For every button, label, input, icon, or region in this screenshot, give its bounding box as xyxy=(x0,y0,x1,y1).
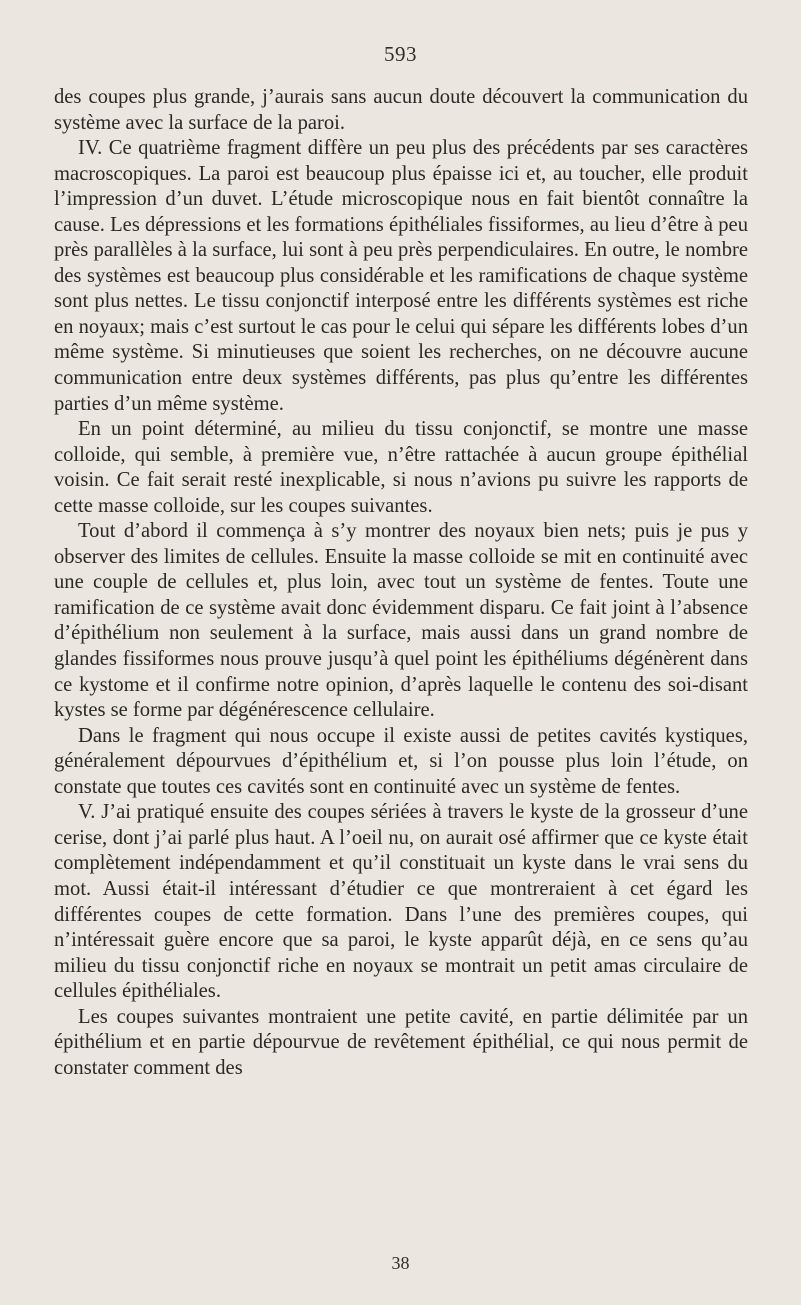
body-text xyxy=(54,85,748,1081)
paragraph-continuation: des coupes plus grande, j’aurais sans aucun doute découvert la communication du système avec la surface de la paroi. xyxy=(54,86,748,134)
paragraph-following-sections: Les coupes suivantes montraient une petite cavité, en partie délimitée par un épithélium et en partie dépourvue de revêtement épithélial, ce qui nous permit de constater comment des xyxy=(54,1005,748,1079)
paragraph-colloid-mass: En un point déterminé, au milieu du tissu conjonctif, se montre une masse colloide, qui semble, à première vue, n’être rattachée à aucun groupe épithélial voisin. Ce fait serait resté inexplicable, si nous n’avions pu suivre les rapports de cette masse colloide, sur les coupes suivantes. xyxy=(54,418,748,517)
signature-mark: 38 xyxy=(391,1253,410,1273)
paragraph-section-iv: IV. Ce quatrième fragment diffère un peu plus des précédents par ses caractères macroscopiques. La paroi est beaucoup plus épaisse ici et, au toucher, elle produit l’impression d’un duvet. L’étude microscopique nous en fait bientôt connaître la cause. Les dépressions et les formations épithéliales fissiformes, au lieu d’être à peu près parallèles à la surface, lui sont à peu près perpendiculaires. En outre, le nombre des systèmes est beaucoup plus considérable et les ramifications de chaque système sont plus nettes. Le tissu conjonctif interposé entre les différents systèmes est riche en noyaux; mais c’est surtout le cas pour le celui qui sépare les différents lobes d’un même système. Si minutieuses que soient les recherches, on ne découvre aucune communication entre deux systèmes différents, pas plus qu’entre les différentes parties d’un même système. xyxy=(54,137,748,415)
paragraph-nuclei: Tout d’abord il commença à s’y montrer des noyaux bien nets; puis je pus y observer des limites de cellules. Ensuite la masse colloide se mit en continuité avec une couple de cellules et, plus loin, avec tout un système de fentes. Toute une ramification de ce système avait donc évidemment disparu. Ce fait joint à l’absence d’épithélium non seulement à la surface, mais aussi dans un grand nombre de glandes fissiformes nous prouve jusqu’à quel point les épithéliums dégénèrent dans ce kystome et il confirme notre opinion, d’après laquelle le contenu des soi-disant kystes se forme par dégénérescence cellulaire. xyxy=(54,520,748,722)
paragraph-cystic-cavities: Dans le fragment qui nous occupe il existe aussi de petites cavités kystiques, généralement dépourvues d’épithélium et, si l’on pousse plus loin l’étude, on constate que toutes ces cavités sont en continuité avec un système de fentes. xyxy=(54,724,748,798)
paragraph-section-v: V. J’ai pratiqué ensuite des coupes sériées à travers le kyste de la grosseur d’une cerise, dont j’ai parlé plus haut. A l’oeil nu, on aurait osé affirmer que ce kyste était complètement indépendamment et qu’il constituait un kyste dans le vrai sens du mot. Aussi était-il intéressant d’étudier ce que montreraient à cet égard les différentes coupes de cette formation. Dans l’une des premières coupes, qui n’intéressait guère encore que sa paroi, le kyste apparût déjà, en ce sens qu’au milieu du tissu conjonctif riche en noyaux se montrait un petit amas circulaire de cellules épithéliales. xyxy=(54,801,748,1003)
page-number: 593 xyxy=(384,42,417,66)
